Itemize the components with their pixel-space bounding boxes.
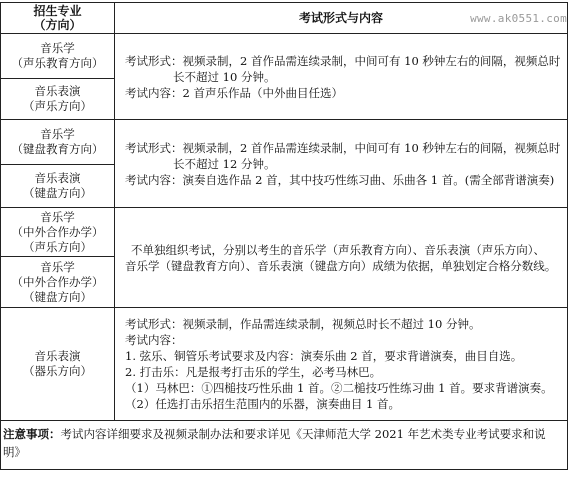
watermark: www.ak0551.com	[470, 12, 567, 25]
major-coop-label: （中外合作办学）	[11, 224, 104, 239]
content-line: 考试内容：	[125, 333, 183, 347]
major-cell	[1, 208, 115, 257]
header-content: 考试形式与内容	[115, 3, 568, 34]
content-line: 考试形式：视频录制，作品需连续录制，视频总时长不超过 10 分钟。	[125, 317, 481, 331]
header-major-line2: （方向）	[33, 18, 82, 32]
header-major-line1: 招生专业	[33, 4, 82, 18]
major-direction: （键盘方向）	[23, 289, 92, 304]
major-direction: （器乐方向）	[23, 364, 92, 378]
content-line: 考试内容：2 首声乐作品（中外曲目任选）	[125, 85, 343, 100]
content-line: 不单独组织考试，分别以考生的音乐学（声乐教育方向）、音乐表演（声乐方向）、	[131, 242, 545, 257]
content-line: 考试内容：演奏自选作品 2 首，其中技巧性练习曲、乐曲各 1 首。(需全部背谱演奏)	[125, 172, 555, 187]
major-cell	[1, 257, 115, 308]
major-name: 音乐表演	[34, 171, 81, 185]
content-line: 长不超过 12 分钟。	[173, 156, 276, 171]
note-text: 考试内容详细要求及视频录制办法和要求详见《天津师范大学 2021 年艺术类专业考试要求和说	[60, 427, 546, 441]
content-line: 音乐学（键盘教育方向）、音乐表演（键盘方向）成绩为依据，单独划定合格分数线。	[125, 258, 557, 273]
table-row	[1, 308, 568, 421]
content-line: （2）任选打击乐招生范围内的乐器，演奏曲目 1 首。	[125, 397, 400, 411]
content-cell-coop	[115, 208, 568, 308]
major-name: 音乐学	[40, 259, 75, 274]
content-line: （1）马林巴：①四槌技巧性乐曲 1 首。②二槌技巧性练习曲 1 首。要求背谱演奏。	[125, 381, 553, 395]
major-cell	[1, 79, 115, 120]
content-cell-keyboard	[115, 120, 568, 208]
content-cell-vocal	[115, 34, 568, 120]
major-cell	[1, 34, 115, 79]
content-cell-instrument	[115, 308, 568, 421]
table-row	[1, 34, 568, 79]
major-name: 音乐表演	[34, 84, 81, 98]
major-cell	[1, 308, 115, 421]
table-row	[1, 120, 568, 165]
content-line: 1. 弦乐、铜管乐考试要求及内容：演奏乐曲 2 首，要求背谱演奏，曲目自选。	[125, 349, 523, 363]
header-major	[1, 3, 115, 34]
major-name: 音乐学	[40, 209, 75, 224]
content-line: 考试形式：视频录制，2 首作品需连续录制，中间可有 10 秒钟左右的间隔，视频总时	[125, 53, 561, 68]
note-text-continued: 明》	[3, 445, 26, 459]
major-direction: （声乐方向）	[23, 99, 92, 113]
major-direction: （声乐教育方向）	[11, 56, 104, 70]
major-direction: （键盘教育方向）	[11, 142, 104, 156]
content-line: 考试形式：视频录制，2 首作品需连续录制，中间可有 10 秒钟左右的间隔，视频总时	[125, 140, 561, 155]
major-name: 音乐学	[40, 127, 75, 141]
note-line-1	[3, 425, 565, 443]
major-direction: （键盘方向）	[23, 186, 92, 200]
note-label: 注意事项：	[3, 427, 61, 441]
exam-requirements-table	[0, 2, 568, 470]
content-line: 2. 打击乐：凡是报考打击乐的学生，必考马林巴。	[125, 365, 382, 379]
major-cell	[1, 165, 115, 208]
note-row	[1, 421, 568, 470]
major-name: 音乐学	[40, 41, 75, 55]
major-cell	[1, 120, 115, 165]
major-direction: （声乐方向）	[23, 239, 92, 254]
major-coop-label: （中外合作办学）	[11, 274, 104, 289]
major-name: 音乐表演	[34, 349, 81, 363]
content-line: 长不超过 10 分钟。	[173, 69, 276, 84]
note-cell	[1, 421, 568, 470]
table-row	[1, 208, 568, 257]
